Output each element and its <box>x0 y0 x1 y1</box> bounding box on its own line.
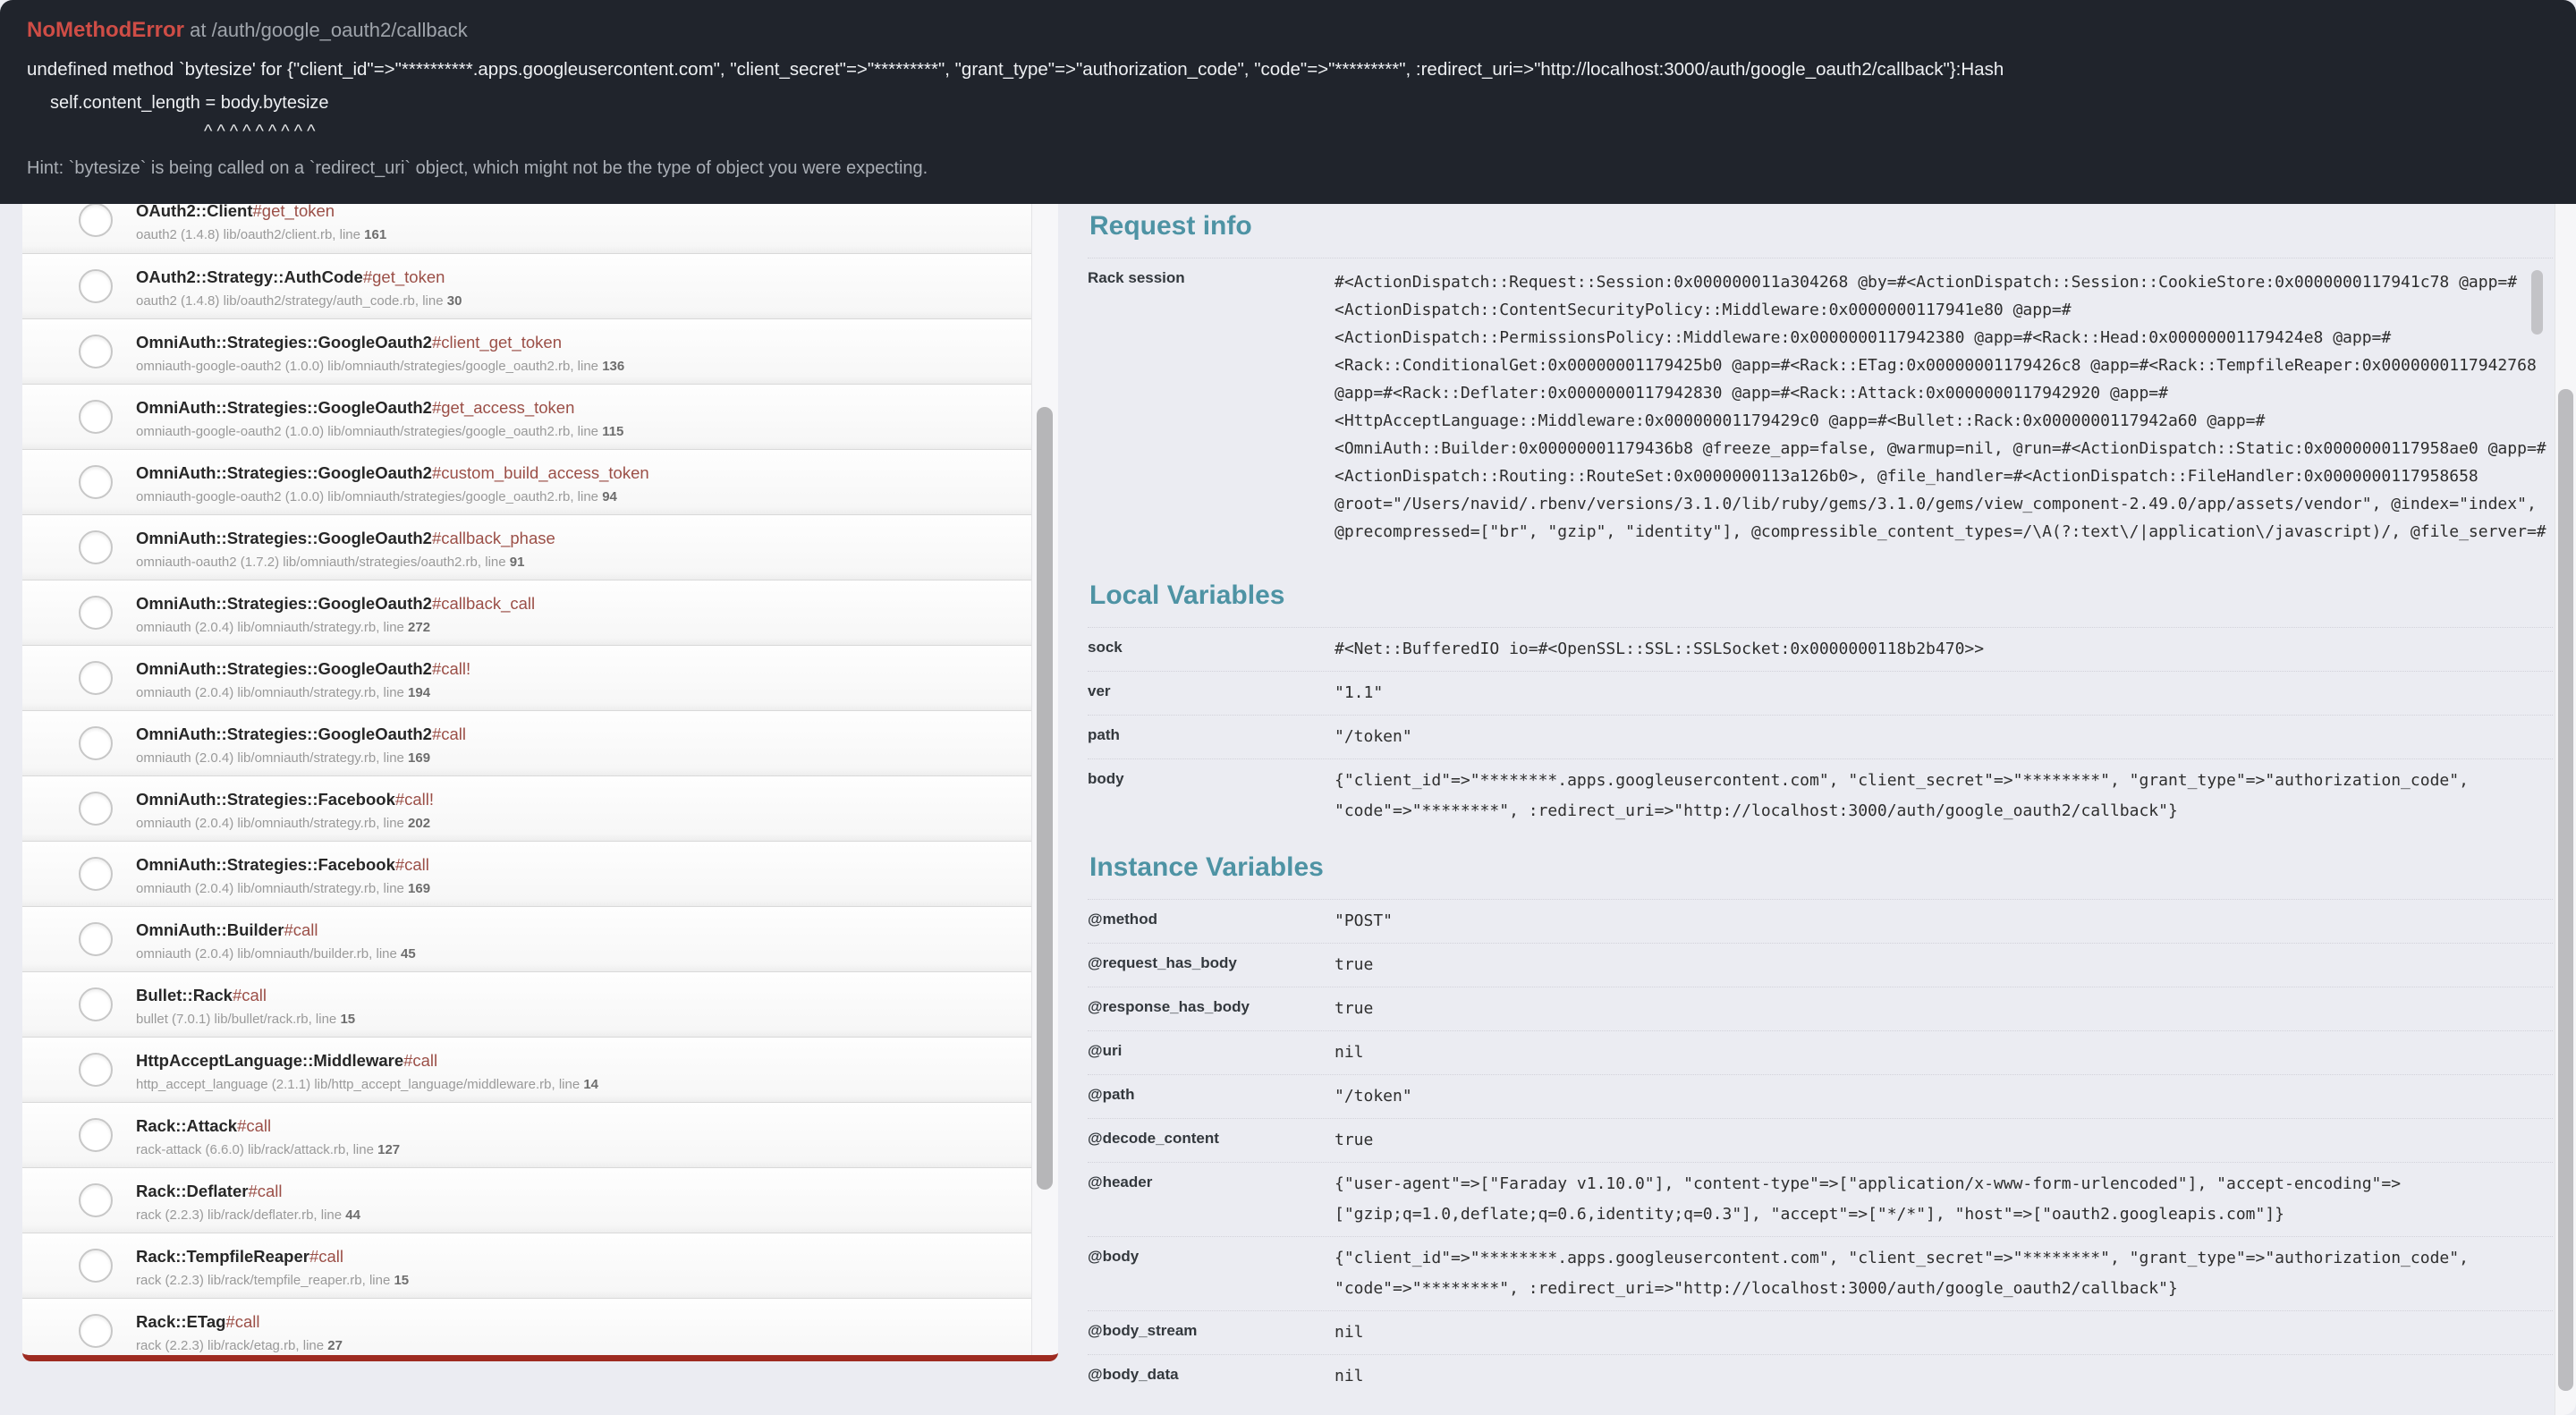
frame-radio-button[interactable] <box>79 922 113 956</box>
frame-gem-path: omniauth (2.0.4) lib/omniauth/strategy.rb, line <box>136 685 409 700</box>
frame-radio-button[interactable] <box>79 1314 113 1348</box>
variable-name: sock <box>1088 639 1123 656</box>
frame-method-name: #call <box>232 986 267 1004</box>
local-variable-row <box>1088 715 2553 758</box>
instance-variable-row <box>1088 1236 2553 1310</box>
request-info-heading: Request info <box>1089 211 1252 241</box>
frame-class-name: OmniAuth::Strategies::GoogleOauth2 <box>136 659 432 678</box>
frame-title <box>136 984 1031 1006</box>
frame-title <box>136 266 1031 288</box>
frame-gem-path: omniauth-oauth2 (1.7.2) lib/omniauth/strategies/oauth2.rb, line <box>136 555 510 570</box>
instance-variable-row <box>1088 1162 2553 1236</box>
frame-text <box>22 450 1031 504</box>
variable-value: true <box>1335 999 1374 1018</box>
instance-variable-row <box>1088 987 2553 1030</box>
rack-session-line: <HttpAcceptLanguage::Middleware:0x00000001179429c0 @app=#<Bullet::Rack:0x0000000117942a60 @app=# <box>1335 411 2266 430</box>
frame-title <box>136 1049 1031 1072</box>
variable-value: {"user-agent"=>["Faraday v1.10.0"], "content-type"=>["application/x-www-form-urlencoded"], "accept-encoding"=>["gzip;q=1.0,deflate;q=0.6,identity;q=0.3"], "accept"=>["*/*"], "host"=>["oauth2.googleapis.com"]} <box>1335 1174 2402 1224</box>
frame-title <box>136 1114 1031 1137</box>
local-variables-rows <box>1088 627 2553 833</box>
trace-frame-row[interactable] <box>22 710 1031 775</box>
variable-value: nil <box>1335 1323 1364 1342</box>
variable-name: path <box>1088 726 1120 743</box>
variable-name: @request_has_body <box>1088 954 1237 971</box>
backtrace-scrollbar[interactable] <box>1031 204 1058 1355</box>
frame-title <box>136 657 1031 680</box>
error-highlight-code-line: self.content_length = body.bytesize <box>50 93 329 113</box>
frame-gem-path: omniauth-google-oauth2 (1.0.0) lib/omniauth/strategies/google_oauth2.rb, line <box>136 359 603 374</box>
rack-session-line: @app=#<Rack::Deflater:0x0000000117942830 @app=#<Rack::Attack:0x0000000117942920 @app=# <box>1335 384 2168 402</box>
frame-class-name: Rack::Deflater <box>136 1182 249 1200</box>
variable-name: @body_data <box>1088 1366 1179 1383</box>
frame-class-name: OmniAuth::Strategies::Facebook <box>136 855 395 874</box>
backtrace-scrollbar-thumb[interactable] <box>1037 407 1053 1190</box>
frame-title <box>136 527 1031 549</box>
frame-method-name: #call <box>431 724 467 743</box>
frame-gem-path: rack-attack (6.6.0) lib/rack/attack.rb, line <box>136 1142 378 1157</box>
frame-text <box>22 907 1031 962</box>
variable-name: @response_has_body <box>1088 998 1250 1015</box>
trace-frame-row[interactable] <box>22 775 1031 841</box>
trace-frame-row[interactable] <box>22 253 1031 318</box>
frame-class-name: OmniAuth::Strategies::GoogleOauth2 <box>136 333 432 352</box>
rack-session-lines <box>1335 265 2546 553</box>
frame-method-name: #call <box>403 1051 438 1070</box>
variable-value: nil <box>1335 1367 1364 1385</box>
frame-class-name: OmniAuth::Strategies::GoogleOauth2 <box>136 529 432 547</box>
frame-gem-path: omniauth-google-oauth2 (1.0.0) lib/omniauth/strategies/google_oauth2.rb, line <box>136 489 603 504</box>
frame-method-name: #get_token <box>362 267 445 286</box>
trace-frame-row[interactable] <box>22 1102 1031 1167</box>
trace-frame-row[interactable] <box>22 1037 1031 1102</box>
variable-value: #<Net::BufferedIO io=#<OpenSSL::SSL::SSLSocket:0x0000000118b2b470>> <box>1335 640 1985 658</box>
variable-name: ver <box>1088 682 1111 699</box>
frame-class-name: HttpAcceptLanguage::Middleware <box>136 1051 404 1070</box>
frame-line-number: 115 <box>602 424 624 439</box>
trace-frame-row[interactable] <box>22 580 1031 645</box>
frame-line-number: 161 <box>364 227 387 242</box>
local-variable-row <box>1088 627 2553 671</box>
frame-line-number: 44 <box>345 1207 360 1223</box>
variable-value: "/token" <box>1335 1087 1412 1106</box>
frame-gem-path: omniauth (2.0.4) lib/omniauth/strategy.rb, line <box>136 620 409 635</box>
frame-line-number: 45 <box>401 946 416 962</box>
frame-source-location <box>136 1012 1031 1027</box>
frame-source-location <box>136 489 1031 504</box>
frame-text <box>22 711 1031 766</box>
variable-name: @body_stream <box>1088 1322 1198 1339</box>
variable-name: @body <box>1088 1248 1140 1265</box>
frame-text <box>22 1233 1031 1288</box>
frame-gem-path: omniauth-google-oauth2 (1.0.0) lib/omniauth/strategies/google_oauth2.rb, line <box>136 424 603 439</box>
frame-text <box>22 1299 1031 1353</box>
frame-gem-path: omniauth (2.0.4) lib/omniauth/strategy.rb, line <box>136 816 409 831</box>
frame-radio-button[interactable] <box>79 465 113 499</box>
instance-variable-row <box>1088 943 2553 987</box>
variable-value: true <box>1335 1131 1374 1149</box>
trace-frame-row[interactable] <box>22 841 1031 906</box>
request-details-panel <box>1084 204 2553 1415</box>
local-variable-row <box>1088 671 2553 715</box>
frame-title <box>136 853 1031 876</box>
frame-source-location <box>136 359 1031 374</box>
local-variables-heading: Local Variables <box>1089 580 1285 610</box>
frame-radio-button[interactable] <box>79 857 113 891</box>
frame-class-name: Rack::ETag <box>136 1312 226 1331</box>
variable-value: "POST" <box>1335 911 1394 930</box>
frame-radio-button[interactable] <box>79 1053 113 1087</box>
frame-line-number: 169 <box>408 881 431 896</box>
rack-session-line: <ActionDispatch::Routing::RouteSet:0x0000000113a126b0>, @file_handler=#<ActionDispatch::FileHandler:0x0000000117958658 <box>1335 467 2479 486</box>
frame-text <box>22 842 1031 896</box>
frame-text <box>22 385 1031 439</box>
frame-line-number: 30 <box>446 293 462 309</box>
frame-source-location <box>136 816 1031 831</box>
frame-title <box>136 1180 1031 1202</box>
frame-line-number: 136 <box>602 359 625 374</box>
trace-frame-row[interactable] <box>22 384 1031 449</box>
trace-frame-row[interactable] <box>22 449 1031 514</box>
frame-method-name: #callback_call <box>431 594 536 613</box>
frame-class-name: Rack::TempfileReaper <box>136 1247 309 1266</box>
frame-radio-button[interactable] <box>79 1249 113 1283</box>
frame-radio-button[interactable] <box>79 400 113 434</box>
exception-hint: Hint: `bytesize` is being called on a `redirect_uri` object, which might not be the type of object you were expecting. <box>27 158 928 178</box>
frame-line-number: 94 <box>602 489 617 504</box>
variable-value: {"client_id"=>"********.apps.googleusercontent.com", "client_secret"=>"********", "grant_type"=>"authorization_code", "code"=>"********", :redirect_uri=>"http://localhost:3000/auth/google_oauth2/callback"} <box>1335 1249 2469 1298</box>
frame-title <box>136 1310 1031 1333</box>
frame-method-name: #call <box>284 920 318 939</box>
frame-title <box>136 788 1031 810</box>
frame-line-number: 15 <box>394 1273 410 1288</box>
backtrace-panel <box>22 204 1058 1361</box>
frame-source-location <box>136 1142 1031 1157</box>
variable-name: @header <box>1088 1174 1153 1190</box>
frame-source-location <box>136 1273 1031 1288</box>
rack-session-line: @root="/Users/navid/.rbenv/versions/3.1.0/lib/ruby/gems/3.1.0/gems/view_component-2.49.0/app/assets/vendor", @index="index", <box>1335 495 2537 513</box>
frame-text <box>22 1168 1031 1223</box>
instance-variable-row <box>1088 1310 2553 1354</box>
frame-title <box>136 592 1031 614</box>
frame-gem-path: http_accept_language (2.1.1) lib/http_accept_language/middleware.rb, line <box>136 1077 584 1092</box>
frame-source-location <box>136 620 1031 635</box>
request-info-rows <box>1088 258 2553 559</box>
frame-method-name: #get_token <box>252 204 335 220</box>
rack-session-line: <ActionDispatch::PermissionsPolicy::Middleware:0x0000000117942380 @app=#<Rack::Head:0x00000001179424e8 @app=# <box>1335 328 2392 347</box>
frame-method-name: #client_get_token <box>431 333 562 352</box>
rack-session-row <box>1088 258 2553 559</box>
frame-text <box>22 1103 1031 1157</box>
frame-gem-path: omniauth (2.0.4) lib/omniauth/strategy.rb, line <box>136 750 409 766</box>
frame-radio-button[interactable] <box>79 269 113 303</box>
frame-source-location <box>136 1077 1031 1092</box>
frame-line-number: 27 <box>327 1338 343 1353</box>
frame-source-location <box>136 293 1031 309</box>
frame-radio-button[interactable] <box>79 987 113 1021</box>
rack-session-line: #<ActionDispatch::Request::Session:0x000000011a304268 @by=#<ActionDispatch::Session::CookieStore:0x0000000117941c78 @app=# <box>1335 273 2518 292</box>
frame-class-name: OmniAuth::Strategies::GoogleOauth2 <box>136 398 432 417</box>
frame-radio-button[interactable] <box>79 530 113 564</box>
frame-method-name: #call <box>309 1247 344 1266</box>
frame-line-number: 127 <box>377 1142 401 1157</box>
frame-method-name: #call <box>237 1116 272 1135</box>
frame-line-number: 14 <box>583 1077 599 1092</box>
rack-session-line: <ActionDispatch::ContentSecurityPolicy::Middleware:0x0000000117941e80 @app=# <box>1335 301 2072 319</box>
frame-text <box>22 1038 1031 1092</box>
frame-method-name: #call <box>394 855 429 874</box>
frame-line-number: 15 <box>340 1012 356 1027</box>
local-variable-row <box>1088 758 2553 833</box>
frame-radio-button[interactable] <box>79 204 113 237</box>
variable-name: @path <box>1088 1086 1135 1103</box>
backtrace-frame-list <box>22 204 1031 1361</box>
frame-text <box>22 515 1031 570</box>
trace-frame-row[interactable] <box>22 514 1031 580</box>
frame-class-name: OmniAuth::Strategies::Facebook <box>136 790 395 809</box>
frame-text <box>22 204 1031 242</box>
frame-text <box>22 254 1031 309</box>
frame-class-name: OmniAuth::Strategies::GoogleOauth2 <box>136 594 432 613</box>
frame-source-location <box>136 1338 1031 1353</box>
rack-session-line: <Rack::ConditionalGet:0x00000001179425b0 @app=#<Rack::ETag:0x00000001179426c8 @app=#<Rack::TempfileReaper:0x0000000117942768 <box>1335 356 2537 375</box>
frame-gem-path: oauth2 (1.4.8) lib/oauth2/client.rb, line <box>136 227 365 242</box>
frame-radio-button[interactable] <box>79 661 113 695</box>
frame-radio-button[interactable] <box>79 1183 113 1217</box>
frame-line-number: 202 <box>408 816 431 831</box>
frame-source-location <box>136 685 1031 700</box>
frame-class-name: OmniAuth::Builder <box>136 920 284 939</box>
instance-variable-row <box>1088 899 2553 943</box>
frame-text <box>22 972 1031 1027</box>
frame-source-location <box>136 227 1031 242</box>
frame-source-location <box>136 750 1031 766</box>
frame-gem-path: bullet (7.0.1) lib/bullet/rack.rb, line <box>136 1012 341 1027</box>
frame-text <box>22 580 1031 635</box>
frame-class-name: OmniAuth::Strategies::GoogleOauth2 <box>136 463 432 482</box>
frame-line-number: 169 <box>408 750 431 766</box>
frame-method-name: #call <box>225 1312 260 1331</box>
frame-radio-button[interactable] <box>79 596 113 630</box>
frame-source-location <box>136 424 1031 439</box>
exception-title-line <box>27 18 468 43</box>
rack-session-value <box>1335 265 2553 553</box>
rack-session-line: @precompressed=["br", "gzip", "identity"], @compressible_content_types=/\A(?:text\/|application\/javascript)/, @file_server=# <box>1335 522 2546 541</box>
trace-frame-row[interactable] <box>22 1298 1031 1361</box>
frame-method-name: #call! <box>431 659 471 678</box>
exception-message: undefined method `bytesize' for {"client_id"=>"**********.apps.googleusercontent.com", "client_secret"=>"*********", "grant_type"=>"authorization_code", "code"=>"*********", :redirect_uri=>"http://localhost:3000/auth/google_oauth2/callback"}:Hash <box>27 59 2004 80</box>
variable-name: @method <box>1088 911 1157 928</box>
instance-variable-row <box>1088 1354 2553 1398</box>
frame-gem-path: rack (2.2.3) lib/rack/deflater.rb, line <box>136 1207 346 1223</box>
frame-class-name: OAuth2::Strategy::AuthCode <box>136 267 363 286</box>
frame-source-location <box>136 555 1031 570</box>
variable-value: true <box>1335 955 1374 974</box>
frame-class-name: OAuth2::Client <box>136 204 253 220</box>
frame-method-name: #call <box>248 1182 283 1200</box>
rack-session-label: Rack session <box>1088 269 1185 286</box>
rack-session-line: <OmniAuth::Builder:0x00000001179436b8 @freeze_app=false, @warmup=nil, @run=#<ActionDispatch::Static:0x0000000117958ae0 @app=# <box>1335 439 2546 458</box>
frame-gem-path: omniauth (2.0.4) lib/omniauth/builder.rb, line <box>136 946 402 962</box>
frame-title <box>136 396 1031 419</box>
exception-class: NoMethodError <box>27 18 184 42</box>
instance-variable-row <box>1088 1074 2553 1118</box>
frame-title <box>136 204 1031 222</box>
page-scrollbar[interactable] <box>2555 204 2576 1415</box>
frame-title <box>136 462 1031 484</box>
frame-method-name: #custom_build_access_token <box>431 463 649 482</box>
variable-name: body <box>1088 770 1124 787</box>
variable-value: "1.1" <box>1335 683 1384 702</box>
frame-class-name: OmniAuth::Strategies::GoogleOauth2 <box>136 724 432 743</box>
frame-text <box>22 776 1031 831</box>
frame-method-name: #get_access_token <box>431 398 575 417</box>
trace-frame-row[interactable] <box>22 318 1031 384</box>
frame-gem-path: oauth2 (1.4.8) lib/oauth2/strategy/auth_code.rb, line <box>136 293 447 309</box>
frame-source-location <box>136 881 1031 896</box>
trace-frame-row[interactable] <box>22 204 1031 253</box>
instance-variables-heading: Instance Variables <box>1089 852 1324 882</box>
frame-line-number: 91 <box>509 555 525 570</box>
frame-source-location <box>136 946 1031 962</box>
frame-radio-button[interactable] <box>79 792 113 826</box>
rack-session-scrollbar-thumb[interactable] <box>2531 270 2543 335</box>
trace-frame-row[interactable] <box>22 906 1031 971</box>
page-scrollbar-thumb[interactable] <box>2558 389 2573 1391</box>
frame-line-number: 272 <box>408 620 431 635</box>
trace-frame-row[interactable] <box>22 971 1031 1037</box>
variable-name: @uri <box>1088 1042 1123 1059</box>
trace-frame-row[interactable] <box>22 645 1031 710</box>
frame-gem-path: rack (2.2.3) lib/rack/tempfile_reaper.rb, line <box>136 1273 394 1288</box>
frame-title <box>136 723 1031 745</box>
variable-name: @decode_content <box>1088 1130 1219 1147</box>
frame-gem-path: omniauth (2.0.4) lib/omniauth/strategy.rb, line <box>136 881 409 896</box>
exception-path: at /auth/google_oauth2/callback <box>184 19 468 41</box>
trace-frame-row[interactable] <box>22 1167 1031 1233</box>
frame-class-name: Bullet::Rack <box>136 986 233 1004</box>
instance-variable-row <box>1088 1030 2553 1074</box>
frame-radio-button[interactable] <box>79 726 113 760</box>
instance-variable-row <box>1088 1118 2553 1162</box>
instance-variables-rows <box>1088 899 2553 1398</box>
variable-value: {"client_id"=>"********.apps.googleusercontent.com", "client_secret"=>"********", "grant_type"=>"authorization_code", "code"=>"********", :redirect_uri=>"http://localhost:3000/auth/google_oauth2/callback"} <box>1335 771 2469 820</box>
frame-title <box>136 1245 1031 1267</box>
exception-header <box>0 0 2576 204</box>
variable-value: "/token" <box>1335 727 1412 746</box>
frame-radio-button[interactable] <box>79 1118 113 1152</box>
frame-method-name: #callback_phase <box>431 529 555 547</box>
frame-title <box>136 919 1031 941</box>
frame-radio-button[interactable] <box>79 335 113 369</box>
frame-line-number: 194 <box>408 685 431 700</box>
frame-gem-path: rack (2.2.3) lib/rack/etag.rb, line <box>136 1338 328 1353</box>
frame-source-location <box>136 1207 1031 1223</box>
trace-frame-row[interactable] <box>22 1233 1031 1298</box>
error-highlight-caret-line: ^^^^^^^^^ <box>204 122 320 141</box>
frame-method-name: #call! <box>394 790 435 809</box>
frame-text <box>22 319 1031 374</box>
frame-title <box>136 331 1031 353</box>
frame-class-name: Rack::Attack <box>136 1116 238 1135</box>
variable-value: nil <box>1335 1043 1364 1062</box>
frame-text <box>22 646 1031 700</box>
